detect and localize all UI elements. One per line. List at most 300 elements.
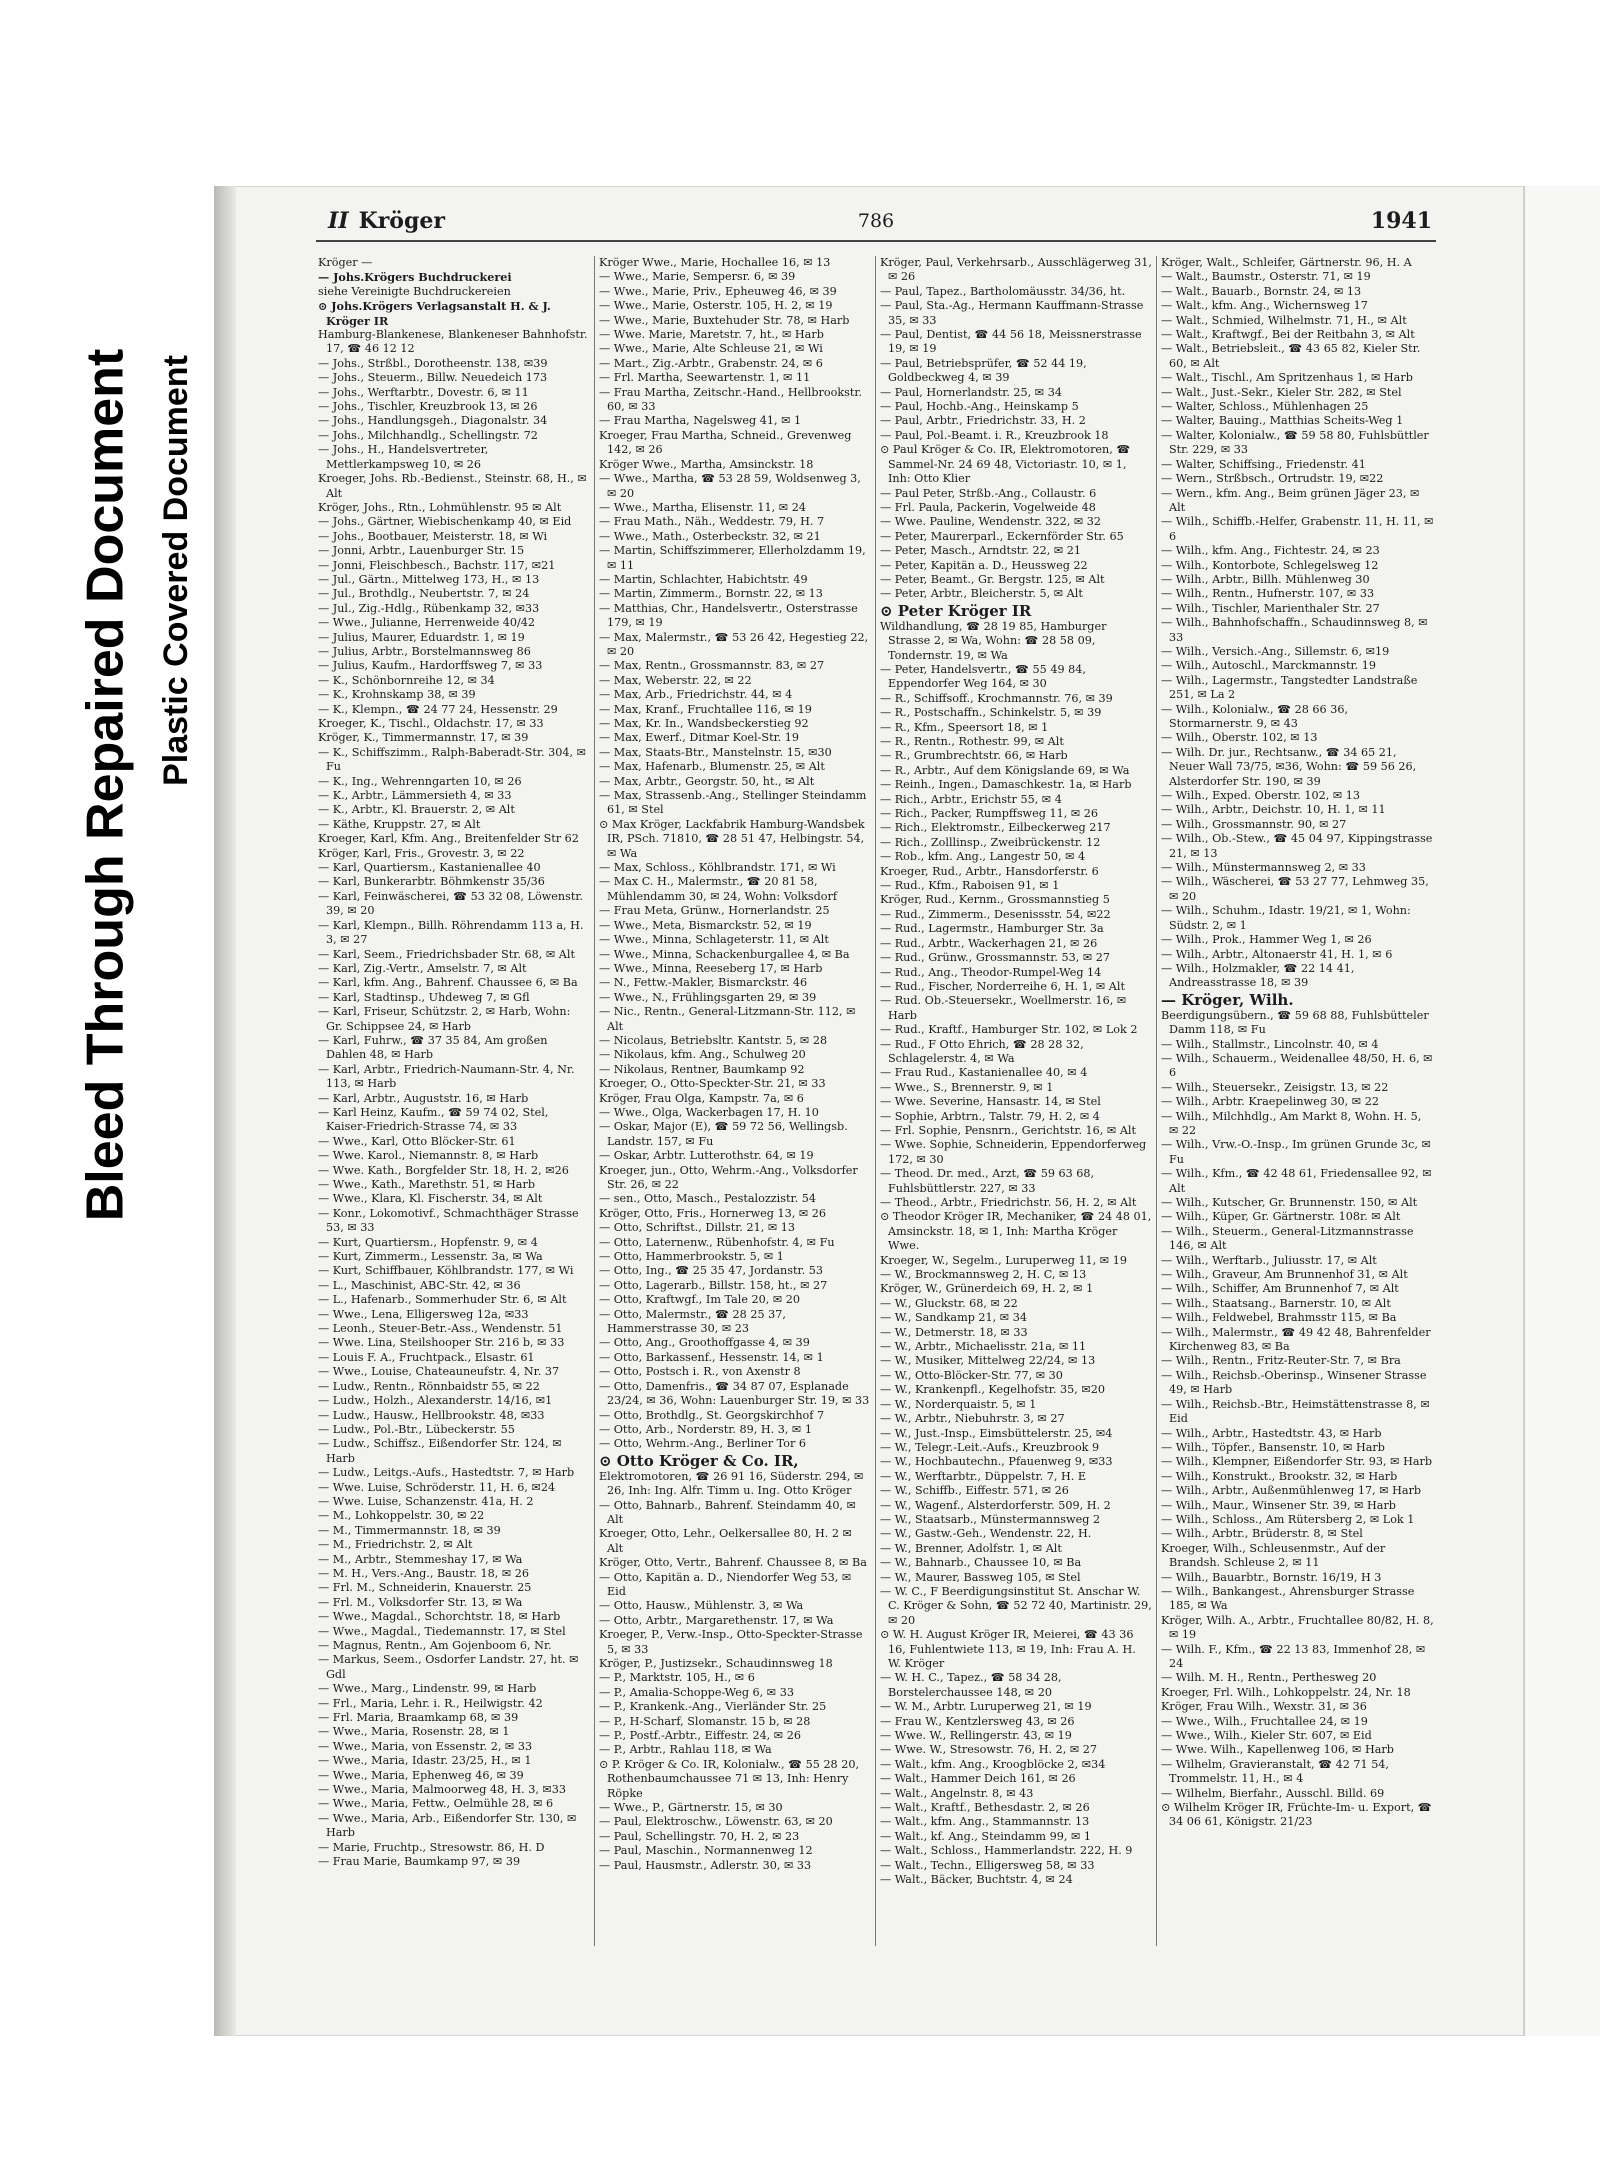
- directory-entry: — Julius, Kaufm., Hardorffsweg 7, ✉ 33: [318, 659, 543, 673]
- directory-entry: — N., Fettw.-Makler, Bismarckstr. 46: [599, 976, 808, 990]
- directory-entry: — Karl, Friseur, Schützstr. 2, ✉ Harb, Wohn: Gr. Schippsee 24, ✉ Harb: [318, 1005, 571, 1033]
- directory-entry: — Wern., Strßbsch., Ortrudstr. 19, ✉22: [1161, 472, 1384, 486]
- directory-entry: — Frl. Maria, Braamkamp 68, ✉ 39: [318, 1711, 519, 1725]
- directory-entry: — W., Gluckstr. 68, ✉ 22: [880, 1296, 1018, 1310]
- directory-entry: — Wwe., Maria, Malmoorweg 48, H. 3, ✉33: [318, 1783, 567, 1797]
- directory-entry: — Wilh., Arbtr., Außenmühlenweg 17, ✉ Harb: [1161, 1484, 1422, 1498]
- directory-entry: — L., Hafenarb., Sommerhuder Str. 6, ✉ Alt: [318, 1293, 567, 1307]
- directory-entry: — Peter, Handelsvertr., ☎ 55 49 84, Eppendorfer Weg 164, ✉ 30: [880, 662, 1086, 691]
- directory-entry: — Walt., Baumstr., Osterstr. 71, ✉ 19: [1161, 270, 1371, 284]
- directory-entry: — W., Maurer, Bassweg 105, ✉ Stel: [880, 1570, 1081, 1584]
- directory-entry: — Frl., Maria, Lehr. i. R., Heilwigstr. 42: [318, 1696, 543, 1710]
- directory-entry: — Max, Schloss., Köhlbrandstr. 171, ✉ Wi: [599, 861, 836, 875]
- directory-entry: — Otto, Barkassenf., Hessenstr. 14, ✉ 1: [599, 1350, 824, 1364]
- directory-entry: — Mart., Zig.-Arbtr., Grabenstr. 24, ✉ 6: [599, 356, 823, 370]
- directory-entry: — Wwe., Julianne, Herrenweide 40/42: [318, 616, 536, 630]
- directory-entry: — Wwe., Klara, Kl. Fischerstr. 34, ✉ Alt: [318, 1192, 543, 1206]
- directory-entry: — Wwe., S., Brennerstr. 9, ✉ 1: [880, 1080, 1054, 1094]
- directory-column-1: [314, 256, 595, 1946]
- directory-entry: — Wilh., Arbtr., Deichstr. 10, H. 1, ✉ 11: [1161, 803, 1386, 817]
- directory-entry: — Wilhelm, Bierfahr., Ausschl. Billd. 69: [1161, 1786, 1385, 1800]
- page-binding-edge: [214, 186, 236, 2036]
- directory-entry: — Magnus, Rentn., Am Gojenboom 6, Nr.: [318, 1639, 552, 1652]
- directory-entry: — Max, Hafenarb., Blumenstr. 25, ✉ Alt: [599, 760, 825, 774]
- directory-entry: — W., Bahnarb., Chaussee 10, ✉ Ba: [880, 1556, 1082, 1570]
- directory-entry: — Wwe., Maria, Ephenweg 46, ✉ 39: [318, 1768, 524, 1782]
- directory-entry: — Frau W., Kentzlersweg 43, ✉ 26: [880, 1714, 1075, 1728]
- directory-entry: — Paul, Maschin., Normannenweg 12: [599, 1844, 813, 1858]
- directory-entry: — Otto, Arb., Norderstr. 89, H. 3, ✉ 1: [599, 1422, 812, 1436]
- directory-entry: — Ludw., Schiffsz., Eißendorfer Str. 124, ✉ Harb: [318, 1437, 562, 1465]
- directory-entry: — Wilh., Tischler, Marienthaler Str. 27: [1161, 601, 1380, 615]
- directory-entry: ⊙ W. H. August Kröger IR, Meierei, ☎ 43 36 16, Fuhlentwiete 113, ✉ 19, Inh: Frau A. H. W. Kröger: [880, 1628, 1136, 1670]
- directory-entry: — Rob., kfm. Ang., Langestr 50, ✉ 4: [880, 850, 1086, 864]
- directory-entry: — R., Postschaffn., Schinkelstr. 5, ✉ 39: [880, 706, 1102, 720]
- directory-entry: — Wwe., Maria, Arb., Eißendorfer Str. 130, ✉ Harb: [318, 1811, 577, 1840]
- directory-entry: — Wwe., Minna, Reeseberg 17, ✉ Harb: [599, 961, 823, 975]
- directory-entry: — Kurt, Schiffbauer, Köhlbrandstr. 177, ✉ Wi: [318, 1264, 574, 1278]
- surname-heading: Kröger: [358, 208, 445, 234]
- directory-entry: — L., Maschinist, ABC-Str. 42, ✉ 36: [318, 1278, 521, 1292]
- directory-entry: — Jul., Gärtn., Mittelweg 173, H., ✉ 13: [318, 572, 540, 586]
- directory-entry: — sen., Otto, Masch., Pestalozzistr. 54: [599, 1192, 816, 1206]
- directory-entry: — Rud., Grünw., Grossmannstr. 53, ✉ 27: [880, 951, 1110, 965]
- directory-entry: — Frau Meta, Grünw., Hornerlandstr. 25: [599, 904, 830, 918]
- directory-entry: — Otto, Brothdlg., St. Georgskirchhof 7: [599, 1408, 825, 1422]
- directory-entry: Kröger Wwe., Martha, Amsinckstr. 18: [599, 457, 814, 471]
- directory-entry: — Wwe., Math., Osterbeckstr. 32, ✉ 21: [599, 529, 821, 543]
- directory-entry: Kroeger, Karl, Kfm. Ang., Breitenfelder Str 62: [318, 832, 579, 846]
- directory-entry: — Wilh., Schiffer, Am Brunnenhof 7, ✉ Alt: [1161, 1282, 1399, 1296]
- directory-entry: — Walt., kf. Ang., Steindamm 99, ✉ 1: [880, 1829, 1091, 1843]
- directory-entry: Kröger, Frau Olga, Kampstr. 7a, ✉ 6: [599, 1091, 804, 1105]
- directory-entry: Kroeger, P., Verw.-Insp., Otto-Speckter-Strasse 5, ✉ 33: [599, 1628, 863, 1656]
- directory-entry: Kroeger, Frl. Wilh., Lohkoppelstr. 24, Nr. 18: [1161, 1685, 1411, 1699]
- directory-entry: — Wilh., Steuersekr., Zeisigstr. 13, ✉ 22: [1161, 1080, 1389, 1094]
- directory-entry: — Paul, Tapez., Bartholomäusstr. 34/36, ht.: [880, 284, 1126, 298]
- directory-entry: — Otto, Postsch i. R., von Axenstr 8: [599, 1365, 801, 1379]
- directory-entry: — Wilh., Schauerm., Weidenallee 48/50, H. 6, ✉ 6: [1161, 1051, 1433, 1080]
- page-header: [316, 206, 1436, 242]
- directory-entry: — Paul, Sta.-Ag., Hermann Kauffmann-Strasse 35, ✉ 33: [880, 299, 1144, 327]
- directory-entry: — Max, Staats-Btr., Manstelnstr. 15, ✉30: [599, 745, 832, 759]
- directory-entry: siehe Vereinigte Buchdruckereien: [318, 284, 511, 298]
- directory-entry: — Theod., Arbtr., Friedrichstr. 56, H. 2, ✉ Alt: [880, 1196, 1137, 1209]
- directory-entry: — Frau Martha, Nagelsweg 41, ✉ 1: [599, 414, 802, 428]
- plastic-covered-stamp: [154, 320, 198, 820]
- directory-entry: — Peter, Beamt., Gr. Bergstr. 125, ✉ Alt: [880, 572, 1105, 586]
- directory-entry: — Paul, Hornerlandstr. 25, ✉ 34: [880, 385, 1062, 399]
- directory-entry: — Wilh., Kfm., ☎ 42 48 61, Friedensallee 92, ✉ Alt: [1161, 1167, 1432, 1195]
- directory-entry: — R., Arbtr., Auf dem Königslande 69, ✉ Wa: [880, 763, 1130, 777]
- directory-entry: — W., Detmerstr. 18, ✉ 33: [880, 1325, 1028, 1339]
- directory-entry: — Reinh., Ingen., Damaschkestr. 1a, ✉ Harb: [880, 778, 1132, 792]
- directory-entry: — Wilh., Milchhdlg., Am Markt 8, Wohn. H. 5, ✉ 22: [1161, 1109, 1422, 1137]
- directory-entry: — Wilh., Küper, Gr. Gärtnerstr. 108r. ✉ Alt: [1161, 1210, 1401, 1224]
- directory-entry: — Konr., Lokomotivf., Schmachthäger Strasse 53, ✉ 33: [318, 1206, 579, 1235]
- directory-entry: — Kurt, Quartiersm., Hopfenstr. 9, ✉ 4: [318, 1235, 538, 1249]
- directory-entry: Kröger, Johs., Rtn., Lohmühlenstr. 95 ✉ Alt: [318, 500, 562, 514]
- directory-entry: — W., Telegr.-Leit.-Aufs., Kreuzbrook 9: [880, 1440, 1100, 1454]
- directory-entry: — Wilh., Rentn., Fritz-Reuter-Str. 7, ✉ Bra: [1161, 1354, 1401, 1368]
- directory-entry: — Johs., Handlungsgeh., Diagonalstr. 34: [318, 414, 548, 428]
- stamp-text-secondary: Plastic Covered Document: [156, 354, 195, 786]
- directory-entry: — Wwe., Marie, Sempersr. 6, ✉ 39: [599, 270, 796, 284]
- directory-entry: — Walter, Schloss., Mühlenhagen 25: [1161, 400, 1369, 414]
- directory-entry: — Martin, Schlachter, Habichtstr. 49: [599, 572, 808, 586]
- directory-entry: Kröger, Otto, Vertr., Bahrenf. Chaussee 8, ✉ Ba: [599, 1556, 867, 1570]
- directory-entry: Kröger, K., Timmermannstr. 17, ✉ 39: [318, 731, 529, 745]
- directory-entry: — Wilh., Konstrukt., Brookstr. 32, ✉ Harb: [1161, 1469, 1398, 1483]
- directory-entry: — Peter, Masch., Arndtstr. 22, ✉ 21: [880, 544, 1082, 558]
- directory-entry: — Otto, Hausw., Mühlenstr. 3, ✉ Wa: [599, 1599, 804, 1613]
- directory-entry: — Johs., Strßbl., Dorotheenstr. 138, ✉39: [318, 356, 548, 370]
- directory-entry: — Otto, Kapitän a. D., Niendorfer Weg 53, ✉ Eid: [599, 1570, 852, 1598]
- directory-entry: — Rud., Ang., Theodor-Rumpel-Weg 14: [880, 965, 1102, 979]
- directory-entry: — Wilh., Bauarbtr., Bornstr. 16/19, H 3: [1161, 1570, 1382, 1584]
- directory-entry: — Max, Strassenb.-Ang., Stellinger Steindamm 61, ✉ Stel: [599, 789, 867, 817]
- directory-entry: — Wwe. W., Stresowstr. 76, H. 2, ✉ 27: [880, 1743, 1098, 1757]
- directory-entry: — Johs., Tischler, Kreuzbrook 13, ✉ 26: [318, 400, 538, 414]
- directory-entry: — W., Norderquaistr. 5, ✉ 1: [880, 1397, 1037, 1411]
- directory-entry: — Rud., Kfm., Raboisen 91, ✉ 1: [880, 879, 1060, 893]
- directory-entry: — Wwe. Marie, Maretstr. 7, ht., ✉ Harb: [599, 328, 824, 342]
- volume-label: II: [328, 208, 349, 234]
- directory-entry: — P., Amalia-Schoppe-Weg 6, ✉ 33: [599, 1685, 794, 1699]
- directory-entry: — Otto, Hammerbrookstr. 5, ✉ 1: [599, 1250, 784, 1264]
- directory-entry: Kröger, Wilh. A., Arbtr., Fruchtallee 80/82, H. 8, ✉ 19: [1161, 1613, 1434, 1642]
- directory-entry: — Wilh., Bahnhofschaffn., Schaudinnsweg 8, ✉ 33: [1161, 616, 1428, 644]
- directory-entry: — Max, Malermstr., ☎ 53 26 42, Hegestieg 22, ✉ 20: [599, 630, 869, 658]
- directory-entry: Kröger, Otto, Fris., Hornerweg 13, ✉ 26: [599, 1206, 827, 1220]
- directory-entry: — Jonni, Arbtr., Lauenburger Str. 15: [318, 544, 525, 558]
- directory-entry: Wildhandlung, ☎ 28 19 85, Hamburger Strasse 2, ✉ Wa, Wohn: ☎ 28 58 09, Tondernstr. 19, ✉ Wa: [880, 619, 1107, 662]
- directory-entry: Kroeger, Johs. Rb.-Bedienst., Steinstr. 68, H., ✉ Alt: [318, 472, 587, 500]
- directory-entry: — Julius, Arbtr., Borstelmannsweg 86: [318, 644, 531, 658]
- directory-entry: — Theod. Dr. med., Arzt, ☎ 59 63 68, Fuhlsbüttlerstr. 227, ✉ 33: [880, 1167, 1095, 1195]
- directory-entry: Hamburg-Blankenese, Blankeneser Bahnhofstr. 17, ☎ 46 12 12: [318, 328, 588, 356]
- directory-entry: — Wwe. W., Rellingerstr. 43, ✉ 19: [880, 1729, 1072, 1743]
- directory-entry: — Wilh., Prok., Hammer Weg 1, ✉ 26: [1161, 933, 1372, 947]
- directory-entry: — Julius, Maurer, Eduardstr. 1, ✉ 19: [318, 630, 525, 644]
- directory-entry: — W., Schiffb., Eiffestr. 571, ✉ 26: [880, 1484, 1069, 1498]
- directory-entry: — P., H-Scharf, Slomanstr. 15 b, ✉ 28: [599, 1714, 811, 1728]
- directory-entry: Elektromotoren, ☎ 26 91 16, Süderstr. 294, ✉ 26, Inh: Ing. Alfr. Timm u. Ing. Otto Kröger: [599, 1469, 864, 1498]
- directory-entry: — Wwe., Wilh., Kieler Str. 607, ✉ Eid: [1161, 1729, 1372, 1743]
- directory-entry: — Frl. Martha, Seewartenstr. 1, ✉ 11: [599, 371, 811, 385]
- directory-entry: — Walter, Schiffsing., Friedenstr. 41: [1161, 457, 1366, 471]
- directory-entry: — Karl, Seem., Friedrichsbader Str. 68, ✉ Alt: [318, 947, 575, 961]
- directory-entry: — Wwe., Marie, Alte Schleuse 21, ✉ Wi: [599, 342, 823, 356]
- directory-entry: — Rich., Arbtr., Erichstr 55, ✉ 4: [880, 792, 1062, 806]
- directory-entry: — P., Marktstr. 105, H., ✉ 6: [599, 1671, 755, 1685]
- directory-entry: — Wilh., Kutscher, Gr. Brunnenstr. 150, ✉ Alt: [1161, 1196, 1418, 1209]
- directory-entry: — Peter, Maurerparl., Eckernförder Str. 65: [880, 529, 1124, 543]
- directory-entry: — Walt., Tischl., Am Spritzenhaus 1, ✉ Harb: [1161, 371, 1413, 385]
- directory-entry: — Wilhelm, Gravieranstalt, ☎ 42 71 54, Trommelstr. 11, H., ✉ 4: [1161, 1757, 1389, 1786]
- directory-entry: — Ludw., Hausw., Hellbrookstr. 48, ✉33: [318, 1408, 545, 1422]
- directory-entry: — Wwe., Martha, Elisenstr. 11, ✉ 24: [599, 500, 806, 514]
- directory-entry: — Paul, Betriebsprüfer, ☎ 52 44 19, Goldbeckweg 4, ✉ 39: [880, 356, 1087, 385]
- directory-entry: — Rud., Kraftf., Hamburger Str. 102, ✉ Lok 2: [880, 1023, 1138, 1037]
- directory-entry: ⊙ Max Kröger, Lackfabrik Hamburg-Wandsbek IR, PSch. 71810, ☎ 28 51 47, Helbingstr. 54, ✉ Wa: [599, 817, 865, 860]
- directory-entry: — Wilh., Graveur, Am Brunnenhof 31, ✉ Alt: [1161, 1268, 1408, 1282]
- directory-entry: ⊙ Johs.Krögers Verlagsanstalt H. & J. Kröger IR: [318, 299, 551, 328]
- directory-entry: — Wilh. M. H., Rentn., Perthesweg 20: [1161, 1671, 1377, 1685]
- directory-entry: — Rich., Zolllinsp., Zweibrückenstr. 12: [880, 835, 1101, 849]
- directory-entry: — K., Arbtr., Kl. Brauerstr. 2, ✉ Alt: [318, 803, 515, 817]
- directory-entry: — Wilh. Dr. jur., Rechtsanw., ☎ 34 65 21, Neuer Wall 73/75, ✉36, Wohn: ☎ 59 56 26, Alsterdorfer Str. 190, ✉ 39: [1161, 745, 1417, 788]
- directory-entry: — Max, Kranf., Fruchtallee 116, ✉ 19: [599, 702, 812, 716]
- directory-entry: — Walt., Bauarb., Bornstr. 24, ✉ 13: [1161, 284, 1362, 298]
- directory-entry: Kroeger, O., Otto-Speckter-Str. 21, ✉ 33: [599, 1077, 826, 1091]
- directory-entry: — Otto, Lagerarb., Billstr. 158, ht., ✉ 27: [599, 1278, 828, 1292]
- directory-entry: — Kurt, Zimmerm., Lessenstr. 3a, ✉ Wa: [318, 1250, 543, 1264]
- directory-entry: — Rud., Zimmerm., Desenissstr. 54, ✉22: [880, 907, 1111, 921]
- directory-column-4: [1157, 256, 1438, 1946]
- directory-entry: — Wilh., Reichsb.-Oberinsp., Winsener Strasse 49, ✉ Harb: [1161, 1368, 1427, 1397]
- directory-entry: — R., Schiffsoff., Krochmannstr. 76, ✉ 39: [880, 691, 1113, 705]
- directory-entry: ⊙ Paul Kröger & Co. IR, Elektromotoren, ☎ Sammel-Nr. 24 69 48, Victoriastr. 10, ✉ 1, Inh: Otto Klier: [880, 443, 1131, 486]
- directory-entry: ⊙ Otto Kröger & Co. IR,: [599, 1451, 799, 1470]
- directory-entry: — Otto, Wehrm.-Ang., Berliner Tor 6: [599, 1437, 806, 1451]
- directory-entry: Kröger —: [318, 256, 373, 269]
- directory-entry: — Kröger, Wilh.: [1161, 990, 1294, 1009]
- directory-entry: — Wilh., Kolonialw., ☎ 28 66 36, Stormarnerstr. 9, ✉ 43: [1161, 702, 1348, 730]
- directory-entry: — Otto, Schriftst., Dillstr. 21, ✉ 13: [599, 1221, 796, 1235]
- directory-entry: — Käthe, Kruppstr. 27, ✉ Alt: [318, 817, 481, 831]
- directory-entry: — K., Arbtr., Lämmersieth 4, ✉ 33: [318, 789, 512, 803]
- directory-entry: Kröger, Frau Wilh., Wexstr. 31, ✉ 36: [1161, 1700, 1367, 1714]
- directory-column-2: [595, 256, 876, 1946]
- directory-entry: — Paul, Schellingstr. 70, H. 2, ✉ 23: [599, 1829, 800, 1843]
- directory-entry: — Wwe., Lena, Elligersweg 12a, ✉33: [318, 1307, 529, 1321]
- directory-entry: — Max C. H., Malermstr., ☎ 20 81 58, Mühlendamm 30, ✉ 24, Wohn: Volksdorf: [599, 875, 837, 903]
- directory-entry: — Nikolaus, Rentner, Baumkamp 92: [599, 1062, 805, 1076]
- directory-entry: — Karl, Quartiersm., Kastanienallee 40: [318, 861, 541, 875]
- directory-entry: — Walt., kfm. Ang., Kroogblöcke 2, ✉34: [880, 1757, 1106, 1771]
- directory-entry: Kroeger, K., Tischl., Oldachstr. 17, ✉ 33: [318, 717, 544, 730]
- directory-entry: Kröger, Karl, Fris., Grovestr. 3, ✉ 22: [318, 846, 525, 860]
- directory-entry: — Wilh., Malermstr., ☎ 49 42 48, Bahrenfelder Kirchenweg 83, ✉ Ba: [1161, 1325, 1431, 1354]
- directory-entry: — Karl, kfm. Ang., Bahrenf. Chaussee 6, ✉ Ba: [318, 976, 578, 990]
- directory-entry: — Wilh., Ob.-Stew., ☎ 45 04 97, Kippingstrasse 21, ✉ 13: [1161, 832, 1433, 860]
- directory-entry: — Wilh., kfm. Ang., Fichtestr. 24, ✉ 23: [1161, 544, 1380, 558]
- directory-entry: — W., Just.-Insp., Eimsbüttelerstr. 25, ✉4: [880, 1426, 1113, 1440]
- directory-entry: — Leonh., Steuer-Betr.-Ass., Wendenstr. 51: [318, 1322, 563, 1336]
- year-label: 1941: [1370, 208, 1432, 234]
- directory-entry: Kröger, Walt., Schleifer, Gärtnerstr. 96, H. A: [1161, 256, 1412, 269]
- directory-entry: — R., Rentn., Rothestr. 99, ✉ Alt: [880, 735, 1064, 748]
- directory-entry: — R., Kfm., Speersort 18, ✉ 1: [880, 720, 1049, 734]
- directory-entry: — Frau Martha, Zeitschr.-Hand., Hellbrookstr. 60, ✉ 33: [599, 385, 863, 414]
- directory-entry: — Frl. Paula, Packerin, Vogelweide 48: [880, 500, 1096, 514]
- directory-entry: — Ludw., Leitgs.-Aufs., Hastedtstr. 7, ✉ Harb: [318, 1466, 575, 1480]
- directory-entry: — Ludw., Pol.-Btr., Lübeckerstr. 55: [318, 1422, 515, 1436]
- directory-entry: — Ludw., Holzh., Alexanderstr. 14/16, ✉1: [318, 1394, 553, 1408]
- directory-entry: — Marie, Fruchtp., Stresowstr. 86, H. D: [318, 1840, 545, 1854]
- directory-entry: — M., Arbtr., Stemmeshay 17, ✉ Wa: [318, 1552, 523, 1566]
- directory-entry: — Wwe., Marie, Buxtehuder Str. 78, ✉ Harb: [599, 313, 850, 327]
- directory-entry: — Johs., Milchhandlg., Schellingstr. 72: [318, 428, 538, 442]
- directory-entry: — Wilh., Rentn., Hufnerstr. 107, ✉ 33: [1161, 587, 1375, 601]
- directory-entry: — W., Gastw.-Geh., Wendenstr. 22, H.: [880, 1527, 1092, 1541]
- directory-entry: — Jul., Brothdlg., Neubertstr. 7, ✉ 24: [318, 587, 530, 601]
- directory-entry: — W., Brenner, Adolfstr. 1, ✉ Alt: [880, 1541, 1062, 1555]
- directory-entry: — Johs.Krögers Buchdruckerei: [318, 270, 512, 285]
- directory-entry: — Wwe., Karl, Otto Blöcker-Str. 61: [318, 1134, 516, 1148]
- directory-entry: — Paul, Hausmstr., Adlerstr. 30, ✉ 33: [599, 1858, 812, 1872]
- directory-entry: — Karl, Zig.-Vertr., Amselstr. 7, ✉ Alt: [318, 961, 527, 975]
- directory-entry: — Rud., Lagermstr., Hamburger Str. 3a: [880, 922, 1104, 936]
- next-page-edge: [1524, 186, 1600, 2036]
- directory-entry: — Wilh., Arbtr., Hastedtstr. 43, ✉ Harb: [1161, 1426, 1382, 1440]
- directory-entry: — Walt., Schmied, Wilhelmstr. 71, H., ✉ Alt: [1161, 313, 1407, 327]
- directory-entry: Kroeger, W., Segelm., Luruperweg 11, ✉ 19: [880, 1253, 1127, 1267]
- directory-entry: — Wilh., Töpfer., Bansenstr. 10, ✉ Harb: [1161, 1440, 1385, 1454]
- directory-entry: — Wilh., Werftarb., Juliusstr. 17, ✉ Alt: [1161, 1253, 1377, 1267]
- directory-entry: — Sophie, Arbtrn., Talstr. 79, H. 2, ✉ 4: [880, 1109, 1100, 1123]
- directory-entry: Kroeger, Wilh., Schleusenmstr., Auf der Brandsh. Schleuse 2, ✉ 11: [1161, 1541, 1386, 1570]
- directory-entry: — Wwe. Lina, Steilshooper Str. 216 b, ✉ 33: [318, 1336, 565, 1350]
- directory-entry: — Karl, Bunkerarbtr. Böhmkenstr 35/36: [318, 875, 545, 889]
- directory-entry: — Nikolaus, kfm. Ang., Schulweg 20: [599, 1048, 806, 1062]
- directory-entry: — Otto, Damenfris., ☎ 34 87 07, Esplanade 23/24, ✉ 36, Wohn: Lauenburger Str. 19, ✉ 33: [599, 1379, 870, 1408]
- directory-entry: — Wwe. Karol., Niemannstr. 8, ✉ Harb: [318, 1149, 539, 1163]
- directory-entry: Kroeger, jun., Otto, Wehrm.-Ang., Volksdorfer Str. 26, ✉ 22: [599, 1163, 858, 1191]
- directory-entry: — Johs., Gärtner, Wiebischenkamp 40, ✉ Eid: [318, 515, 572, 529]
- directory-entry: — Karl, Stadtinsp., Uhdeweg 7, ✉ Gfl: [318, 990, 530, 1004]
- directory-entry: — M., Friedrichstr. 2, ✉ Alt: [318, 1538, 473, 1552]
- directory-entry: — Jul., Zig.-Hdlg., Rübenkamp 32, ✉33: [318, 601, 540, 615]
- directory-entry: — Max, Kr. In., Wandsbeckerstieg 92: [599, 717, 809, 730]
- directory-entry: — Karl, Arbtr., Auguststr. 16, ✉ Harb: [318, 1091, 529, 1105]
- directory-entry: — W., Wagenf., Alsterdorferstr. 509, H. 2: [880, 1498, 1111, 1512]
- directory-entry: — M. H., Vers.-Ang., Baustr. 18, ✉ 26: [318, 1566, 530, 1580]
- directory-entry: — Wilh., Steuerm., General-Litzmannstrasse 146, ✉ Alt: [1161, 1224, 1414, 1253]
- directory-entry: Kröger, P., Justizsekr., Schaudinnsweg 18: [599, 1657, 833, 1670]
- directory-entry: — Wilh., Schuhm., Idastr. 19/21, ✉ 1, Wohn: Südstr. 2, ✉ 1: [1161, 904, 1411, 932]
- directory-entry: — Frau Math., Näh., Weddestr. 79, H. 7: [599, 515, 825, 529]
- directory-entry: — P., Postf.-Arbtr., Eiffestr. 24, ✉ 26: [599, 1729, 801, 1743]
- directory-entry: — Wilh., Stallmstr., Lincolnstr. 40, ✉ 4: [1161, 1037, 1379, 1051]
- directory-entry: — W., Arbtr., Niebuhrstr. 3, ✉ 27: [880, 1412, 1065, 1426]
- directory-entry: — K., Schiffszimm., Ralph-Baberadt-Str. 304, ✉ Fu: [318, 745, 586, 774]
- directory-entry: — Walt., Angelnstr. 8, ✉ 43: [880, 1786, 1034, 1800]
- directory-entry: — Wwe., Maria, von Essenstr. 2, ✉ 33: [318, 1739, 533, 1753]
- directory-entry: — Walt., Hammer Deich 161, ✉ 26: [880, 1772, 1076, 1786]
- directory-entry: — Paul, Pol.-Beamt. i. R., Kreuzbrook 18: [880, 428, 1109, 442]
- directory-entry: — Markus, Seem., Osdorfer Landstr. 27, ht. ✉ Gdl: [318, 1653, 579, 1681]
- directory-entry: — Wilh., Wäscherei, ☎ 53 27 77, Lehmweg 35, ✉ 20: [1161, 875, 1429, 903]
- directory-entry: — Walt., Techn., Elligersweg 58, ✉ 33: [880, 1858, 1095, 1872]
- directory-entry: — W., Brockmannsweg 2, H. C, ✉ 13: [880, 1268, 1087, 1282]
- directory-columns: [314, 256, 1440, 1946]
- directory-entry: — Martin, Schiffszimmerer, Ellerholzdamm 19, ✉ 11: [599, 544, 866, 572]
- directory-entry: — Rud., Arbtr., Wackerhagen 21, ✉ 26: [880, 936, 1098, 950]
- directory-entry: — W., Werftarbtr., Düppelstr. 7, H. E: [880, 1469, 1087, 1483]
- directory-entry: — Karl, Klempn., Billh. Röhrendamm 113 a, H. 3, ✉ 27: [318, 918, 584, 947]
- directory-entry: — Wwe., N., Frühlingsgarten 29, ✉ 39: [599, 990, 817, 1004]
- directory-entry: — Wwe. Wilh., Kapellenweg 106, ✉ Harb: [1161, 1743, 1394, 1757]
- directory-entry: — Rud., F Otto Ehrich, ☎ 28 28 32, Schlagelerstr. 4, ✉ Wa: [880, 1037, 1084, 1065]
- directory-entry: — Louis F. A., Fruchtpack., Elsastr. 61: [318, 1350, 535, 1364]
- directory-entry: — Walter, Bauing., Matthias Scheits-Weg 1: [1161, 414, 1404, 428]
- directory-entry: — Johs., H., Handelsvertreter, Mettlerkampsweg 10, ✉ 26: [318, 443, 489, 471]
- directory-entry: — Wwe., Meta, Bismarckstr. 52, ✉ 19: [599, 918, 812, 932]
- directory-entry: — R., Grumbrechtstr. 66, ✉ Harb: [880, 749, 1068, 763]
- directory-entry: — Max, Arbtr., Georgstr. 50, ht., ✉ Alt: [599, 774, 815, 788]
- directory-entry: — W., Hochbautechn., Pfauenweg 9, ✉33: [880, 1455, 1113, 1469]
- directory-entry: — Wilh., Vrw.-O.-Insp., Im grünen Grunde 3c, ✉ Fu: [1161, 1138, 1431, 1166]
- directory-entry: — Wilh. F., Kfm., ☎ 22 13 83, Immenhof 28, ✉ 24: [1161, 1642, 1426, 1670]
- directory-entry: — Walt., Betriebsleit., ☎ 43 65 82, Kieler Str. 60, ✉ Alt: [1161, 342, 1421, 370]
- directory-entry: — Wilh., Arbtr., Altonaerstr 41, H. 1, ✉ 6: [1161, 947, 1393, 961]
- directory-entry: Kroeger, Otto, Lehr., Oelkersallee 80, H. 2 ✉ Alt: [599, 1527, 852, 1555]
- directory-entry: — Wwe. Luise, Schröderstr. 11, H. 6, ✉24: [318, 1480, 556, 1494]
- directory-entry: — Wilh., Klempner, Eißendorfer Str. 93, ✉ Harb: [1161, 1455, 1433, 1469]
- directory-entry: — K., Krohnskamp 38, ✉ 39: [318, 688, 476, 702]
- directory-entry: — Nicolaus, Betriebsltr. Kantstr. 5, ✉ 28: [599, 1033, 828, 1047]
- directory-entry: — Wilh., Versich.-Ang., Sillemstr. 6, ✉19: [1161, 644, 1390, 658]
- directory-entry: — Karl, Feinwäscherei, ☎ 53 32 08, Löwenstr. 39, ✉ 20: [318, 889, 584, 918]
- directory-entry: — Wilh., Arbtr. Kraepelinweg 30, ✉ 22: [1161, 1095, 1379, 1109]
- directory-entry: Kroeger, Rud., Arbtr., Hansdorferstr. 6: [880, 864, 1099, 878]
- directory-entry: — K., Schönbornreihe 12, ✉ 34: [318, 673, 495, 687]
- directory-entry: — Max, Arb., Friedrichstr. 44, ✉ 4: [599, 688, 793, 702]
- directory-entry: — Frau Marie, Baumkamp 97, ✉ 39: [318, 1855, 521, 1869]
- directory-entry: — Frl. Sophie, Pensnrn., Gerichtstr. 16, ✉ Alt: [880, 1123, 1136, 1137]
- directory-entry: — W. H. C., Tapez., ☎ 58 34 28, Borstelerchaussee 148, ✉ 20: [880, 1671, 1062, 1699]
- directory-entry: Kröger, Paul, Verkehrsarb., Ausschlägerweg 31, ✉ 26: [880, 256, 1152, 284]
- directory-entry: — Paul, Elektroschw., Löwenstr. 63, ✉ 20: [599, 1815, 833, 1829]
- directory-entry: — Rud. Ob.-Steuersekr., Woellmerstr. 16, ✉ Harb: [880, 994, 1127, 1022]
- directory-entry: — Wilh., Arbtr., Billh. Mühlenweg 30: [1161, 572, 1370, 586]
- directory-entry: — Wwe., Olga, Wackerbagen 17, H. 10: [599, 1105, 819, 1119]
- directory-entry: ⊙ Peter Kröger IR: [880, 601, 1032, 620]
- directory-entry: — Wern., kfm. Ang., Beim grünen Jäger 23, ✉ Alt: [1161, 486, 1420, 514]
- directory-entry: — Nic., Rentn., General-Litzmann-Str. 112, ✉ Alt: [599, 1005, 856, 1033]
- directory-entry: — Rich., Elektromstr., Eilbeckerweg 217: [880, 821, 1111, 835]
- directory-entry: — Karl Heinz, Kaufm., ☎ 59 74 02, Stel, Kaiser-Friedrich-Strasse 74, ✉ 33: [318, 1105, 549, 1134]
- directory-entry: — Ludw., Rentn., Rönnbaidstr 55, ✉ 22: [318, 1379, 540, 1393]
- directory-entry: — Wilh., Reichsb.-Btr., Heimstättenstrasse 8, ✉ Eid: [1161, 1397, 1430, 1426]
- directory-entry: ⊙ Theodor Kröger IR, Mechaniker, ☎ 24 48 01, Amsinckstr. 18, ✉ 1, Inh: Martha Kröger Wwe.: [880, 1210, 1152, 1253]
- directory-entry: ⊙ Wilhelm Kröger IR, Früchte-Im- u. Export, ☎ 34 06 61, Königstr. 21/23: [1161, 1801, 1432, 1829]
- directory-entry: — Wwe. Kath., Borgfelder Str. 18, H. 2, ✉26: [318, 1163, 569, 1177]
- directory-entry: — Wilh., Arbtr., Brüderstr. 8, ✉ Stel: [1161, 1527, 1363, 1541]
- directory-entry: — Frl. M., Schneiderin, Knauerstr. 25: [318, 1581, 532, 1595]
- directory-entry: — W. C., F Beerdigungsinstitut St. Anschar W. C. Kröger & Sohn, ☎ 52 72 40, Martinistr. 29, ✉ 20: [880, 1584, 1152, 1627]
- directory-entry: — Johs., Bootbauer, Meisterstr. 18, ✉ Wi: [318, 529, 548, 543]
- directory-entry: — Wwe., Marg., Lindenstr. 99, ✉ Harb: [318, 1682, 537, 1696]
- directory-entry: — W., Otto-Blöcker-Str. 77, ✉ 30: [880, 1368, 1063, 1382]
- directory-entry: — Wwe., Louise, Chateauneufstr. 4, Nr. 37: [318, 1365, 560, 1379]
- directory-entry: — Wilh., Schloss., Am Rütersberg 2, ✉ Lok 1: [1161, 1512, 1415, 1526]
- directory-entry: — W., Staatsarb., Münstermannsweg 2: [880, 1512, 1101, 1526]
- directory-entry: — Wwe., Maria, Fettw., Oelmühle 28, ✉ 6: [318, 1797, 554, 1811]
- directory-entry: — Wwe., Maria, Rosenstr. 28, ✉ 1: [318, 1725, 510, 1739]
- directory-entry: — Otto, Kraftwgf., Im Tale 20, ✉ 20: [599, 1293, 801, 1307]
- directory-entry: — K., Ing., Wehrenngarten 10, ✉ 26: [318, 774, 522, 788]
- directory-entry: — Wilh., Kontorbote, Schlegelsweg 12: [1161, 558, 1379, 572]
- directory-entry: — Walt., Kraftf., Bethesdastr. 2, ✉ 26: [880, 1801, 1090, 1815]
- directory-entry: — Paul, Arbtr., Friedrichstr. 33, H. 2: [880, 414, 1086, 428]
- directory-entry: Kroeger, Frau Martha, Schneid., Grevenweg 142, ✉ 26: [599, 428, 852, 457]
- directory-entry: — Otto, Bahnarb., Bahrenf. Steindamm 40, ✉ Alt: [599, 1498, 856, 1526]
- directory-entry: — Wilh., Münstermannsweg 2, ✉ 33: [1161, 861, 1366, 875]
- directory-entry: Kröger Wwe., Marie, Hochallee 16, ✉ 13: [599, 256, 831, 269]
